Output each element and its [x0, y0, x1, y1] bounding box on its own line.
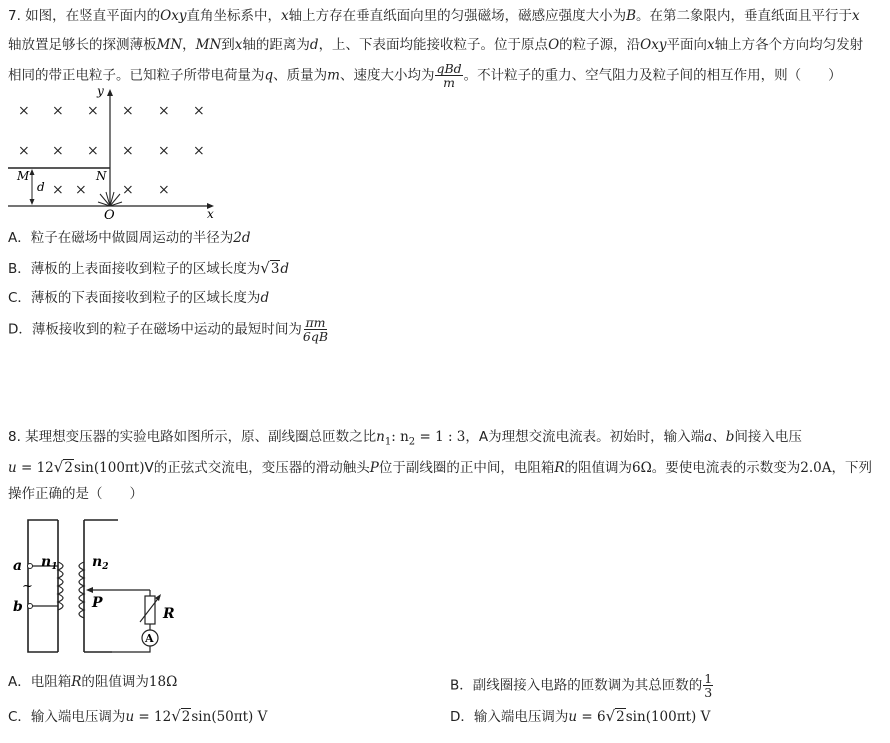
primary-coil [58, 562, 63, 610]
svg-text:×: × [158, 182, 170, 198]
x-axis-label: x [207, 207, 214, 221]
q7-stem-line-3: 相同的带正电粒子。已知粒子所带电荷量为q、质量为m、速度大小均为 $\frac{\text{qBd}}{m}$ 。不计粒子的重力、空气阻力及粒子间的相互作用，则（ ） [8, 61, 842, 90]
svg-text:×: × [87, 103, 99, 119]
svg-text:×: × [158, 143, 170, 159]
transformer-core [28, 520, 118, 652]
origin-label: O [104, 208, 115, 223]
svg-text:×: × [52, 143, 64, 159]
q7-stem-line-2: 轴放置足够长的探测薄板MN，MN到x轴的距离为d，上、下表面均能接收粒子。位于原点O的粒子源，沿Oxy平面向x轴上方各个方向均匀发射 [8, 37, 864, 53]
q8-stem-line-3: 操作正确的是（ ） [8, 486, 143, 502]
p-label: P [92, 595, 103, 611]
m-label: M [17, 169, 30, 183]
q8-transformer-circuit-figure [0, 510, 200, 660]
slider-p-arrow[interactable] [86, 587, 93, 593]
q8-option-d[interactable]: D．输入端电压调为u = 6√2sin(100πt) V [450, 707, 711, 725]
n1-label: $n_1$ [41, 554, 58, 572]
svg-text:×: × [193, 103, 205, 119]
svg-text:×: × [75, 182, 87, 198]
min-time-fraction: $\frac{\pi m}{6qB}$ [302, 315, 329, 344]
terminal-a [28, 564, 33, 569]
q7-magnetic-field-figure [0, 84, 230, 224]
ammeter-label: A [145, 632, 154, 645]
q8-stem-line-2: u = 12√2sin(100πt)V的正弦式交流电，变压器的滑动触头P位于副线圈的正中间，电阻箱R的阻值调为6Ω。要使电流表的示数变为2.0A，下列 [8, 458, 873, 476]
n-label: N [96, 169, 107, 183]
svg-text:×: × [122, 103, 134, 119]
q8-stem-line-1: 8. 某理想变压器的实验电路如图所示，原、副线圈总匝数之比$n_1$: $n_2 = 1$ : 3，A为理想交流电流表。初始时，输入端a、b间接入电压 [8, 429, 802, 448]
svg-text:×: × [52, 182, 64, 198]
r-label: R [163, 606, 175, 622]
resistor-box [145, 596, 155, 624]
q8-option-b[interactable]: B．副线圈接入电路的匝数调为其总匝数的 $\frac{1}{3}$ [450, 671, 713, 700]
d-label: d [37, 180, 45, 194]
q8-option-a[interactable]: A．电阻箱R的阻值调为18Ω [8, 674, 178, 690]
svg-text:×: × [18, 103, 30, 119]
speed-fraction: $\frac{\text{qBd}}{m}$ [436, 61, 462, 90]
svg-text:×: × [158, 103, 170, 119]
q7-option-a[interactable]: A．粒子在磁场中做圆周运动的半径为2d [8, 230, 251, 246]
svg-text:×: × [193, 143, 205, 159]
q7-option-b[interactable]: B．薄板的上表面接收到粒子的区域长度为√3d [8, 259, 290, 277]
q7-option-d[interactable]: D．薄板接收到的粒子在磁场中运动的最短时间为 $\frac{\pi m}{6qB}$ [8, 315, 329, 344]
q7-option-c[interactable]: C．薄板的下表面接收到粒子的区域长度为d [8, 290, 270, 306]
turns-fraction: $\frac{1}{3}$ [704, 671, 713, 700]
q7-stem-line-1: 7. 如图，在竖直平面内的Oxy直角坐标系中，x轴上方存在垂直纸面向里的匀强磁场，磁感应强度大小为B。在第二象限内，垂直纸面且平行于x [8, 8, 860, 24]
svg-text:×: × [52, 103, 64, 119]
field-crosses [18, 103, 205, 198]
svg-text:×: × [122, 182, 134, 198]
svg-text:×: × [122, 143, 134, 159]
q8-option-c[interactable]: C．输入端电压调为u = 12√2sin(50πt) V [8, 707, 268, 725]
terminal-b [28, 604, 33, 609]
y-axis-label: y [97, 84, 104, 98]
svg-text:×: × [18, 143, 30, 159]
b-label: b [13, 599, 23, 615]
n2-label: $n_2$ [92, 554, 109, 572]
svg-text:×: × [87, 143, 99, 159]
a-label: a [13, 558, 23, 574]
ac-tilde-symbol: ~ [22, 579, 33, 594]
